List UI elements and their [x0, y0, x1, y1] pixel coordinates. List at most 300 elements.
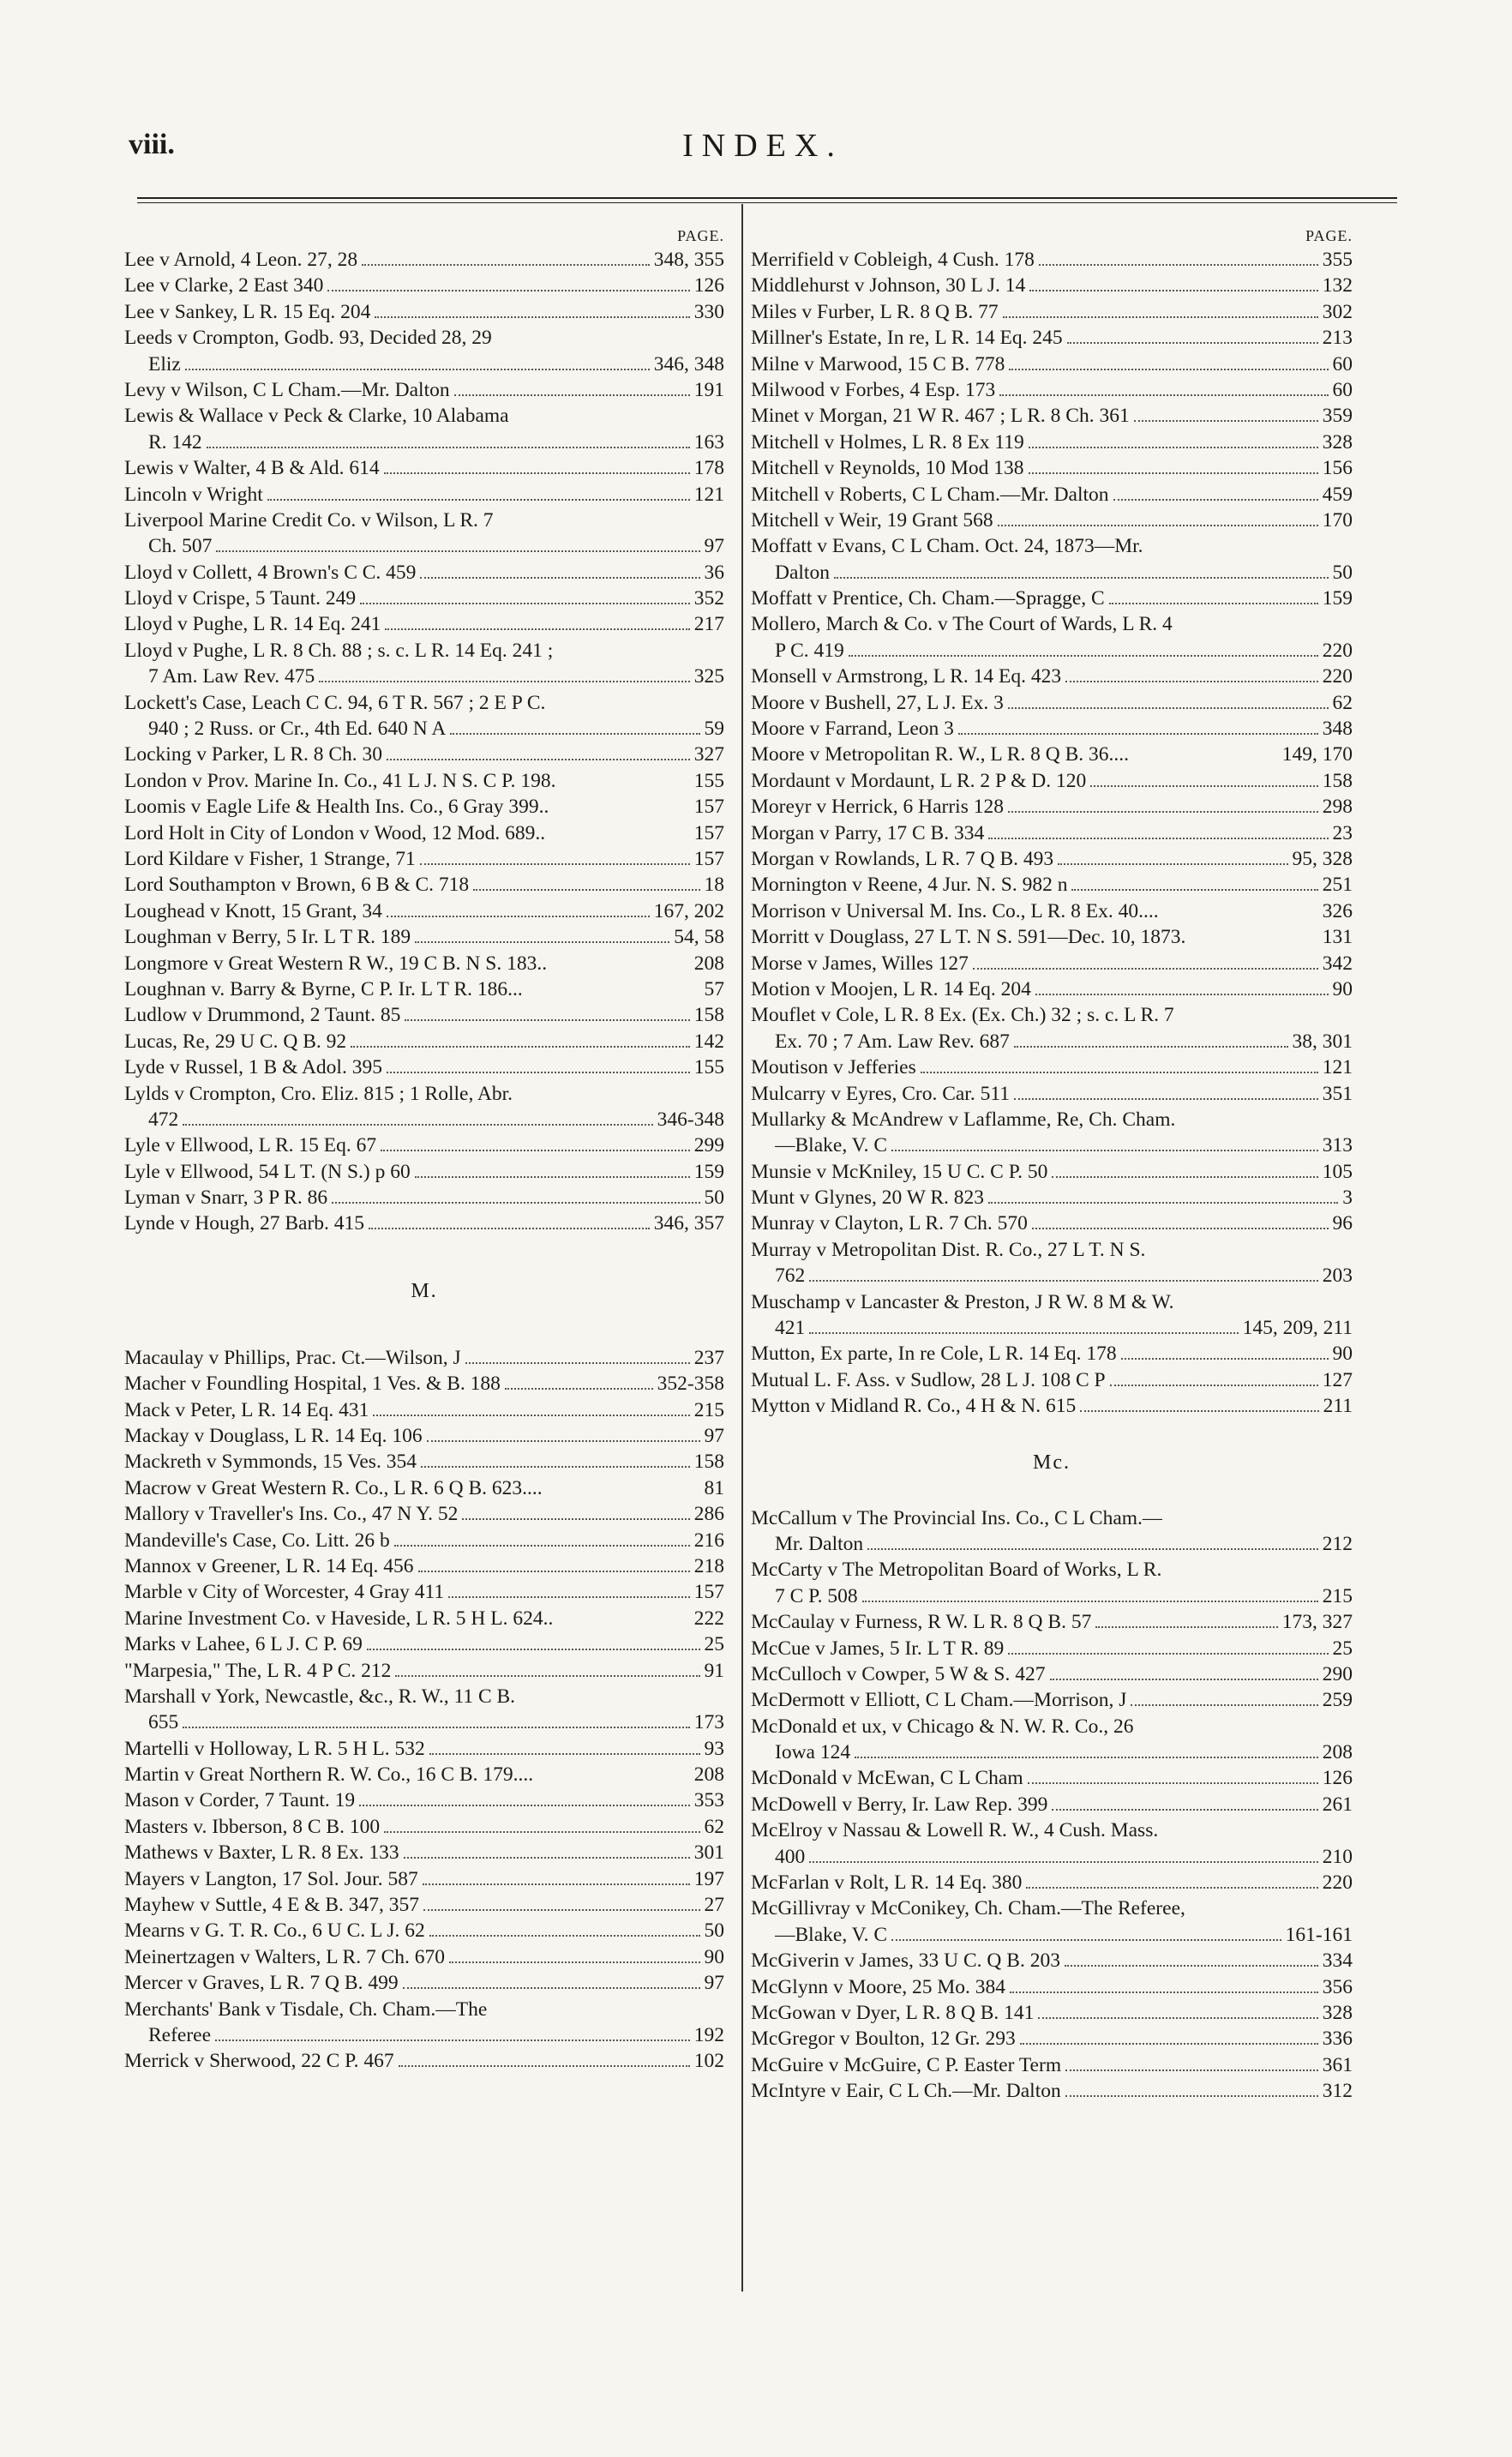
page-reference: 158 — [693, 1451, 724, 1474]
case-citation: Levy v Wilson, C L Cham.—Mr. Dalton — [124, 378, 450, 401]
dot-leader — [1058, 853, 1287, 865]
page-reference: 57 — [704, 977, 724, 1000]
page-reference: 359 — [1322, 405, 1353, 428]
index-entry — [751, 1367, 1353, 1393]
dot-leader — [462, 1508, 689, 1520]
dot-leader — [809, 1322, 1238, 1334]
case-citation: "Marpesia," The, L R. 4 P C. 212 — [124, 1659, 392, 1682]
case-citation: Mercer v Graves, L R. 7 Q B. 499 — [124, 1972, 399, 1995]
dot-leader — [351, 1036, 690, 1048]
dot-leader — [549, 829, 690, 839]
page-reference: 173 — [693, 1711, 724, 1734]
case-citation: McGuire v McGuire, C P. Easter Term — [751, 2053, 1062, 2076]
index-entry — [124, 1762, 724, 1787]
header-rule-thin — [137, 202, 1397, 203]
index-entry — [751, 664, 1353, 689]
case-citation: Lloyd v Pughe, L R. 14 Eq. 241 — [124, 613, 381, 636]
index-entry — [124, 1054, 724, 1080]
case-citation: 655 — [148, 1711, 179, 1734]
dot-leader — [1008, 697, 1329, 709]
index-entry — [751, 1714, 1353, 1739]
page-reference: 327 — [693, 743, 724, 766]
page-reference: 91 — [704, 1659, 724, 1682]
case-citation: Morse v James, Willes 127 — [751, 952, 969, 975]
page-reference: 203 — [1322, 1265, 1353, 1288]
page-reference: 90 — [1332, 1343, 1353, 1366]
page-reference: 27 — [704, 1894, 724, 1917]
case-citation: McFarlan v Rolt, L R. 14 Eq. 380 — [751, 1871, 1023, 1895]
case-citation: Middlehurst v Johnson, 30 L J. 14 — [751, 274, 1026, 297]
index-entry — [751, 351, 1353, 377]
dot-leader — [1095, 1616, 1277, 1628]
dot-leader — [367, 1638, 700, 1650]
dot-leader — [1026, 1877, 1317, 1889]
index-entry — [124, 951, 724, 976]
dot-leader — [1032, 1217, 1329, 1229]
dot-leader — [362, 254, 650, 266]
page-reference: 102 — [693, 2050, 724, 2073]
page-reference: 62 — [1332, 691, 1353, 714]
index-entry — [751, 2000, 1353, 2026]
index-entry — [124, 1475, 724, 1501]
index-entry — [751, 482, 1353, 508]
index-entry — [751, 1263, 1353, 1289]
case-citation: 7 C P. 508 — [775, 1584, 858, 1607]
page-reference: 59 — [704, 718, 724, 741]
dot-leader — [551, 959, 690, 970]
case-citation: Mason v Corder, 7 Taunt. 19 — [124, 1789, 356, 1812]
dot-leader — [1065, 1955, 1318, 1967]
case-citation: Morgan v Rowlands, L R. 7 Q B. 493 — [751, 847, 1054, 870]
section-heading-mc: Mc. — [1033, 1451, 1071, 1474]
page-reference: 90 — [1332, 977, 1353, 1000]
case-citation: Mandeville's Case, Co. Litt. 26 b — [124, 1529, 390, 1552]
case-citation: Ludlow v Drummond, 2 Taunt. 85 — [124, 1004, 401, 1027]
dot-leader — [369, 1217, 650, 1229]
index-entry — [124, 1736, 724, 1762]
column-divider — [741, 204, 743, 2292]
dot-leader — [1050, 1668, 1318, 1680]
case-citation: McGlynn v Moore, 25 Mo. 384 — [751, 1975, 1005, 1998]
case-citation: McElroy v Nassau & Lowell R. W., 4 Cush. Mass. — [751, 1819, 1159, 1842]
case-citation: Longmore v Great Western R W., 19 C B. N S. 183.. — [124, 952, 548, 975]
page-reference: 352-358 — [657, 1373, 724, 1396]
dot-leader — [891, 1929, 1281, 1941]
page-reference: 161-161 — [1285, 1923, 1353, 1946]
case-citation: Loughead v Knott, 15 Grant, 34 — [124, 899, 382, 922]
dot-leader — [1133, 750, 1278, 760]
page-reference: 50 — [704, 1919, 724, 1943]
page-reference: 54, 58 — [674, 926, 724, 949]
page-reference: 208 — [693, 952, 724, 975]
page-reference: 217 — [693, 613, 724, 636]
case-citation: Mordaunt v Mordaunt, L R. 2 P & D. 120 — [751, 769, 1087, 792]
dot-leader — [207, 436, 690, 448]
dot-leader — [1067, 332, 1318, 344]
index-entry — [751, 1870, 1353, 1895]
page-reference: 346-348 — [657, 1108, 724, 1131]
page-reference: 298 — [1322, 796, 1353, 819]
page-reference: 218 — [693, 1554, 724, 1577]
case-citation: McGowan v Dyer, L R. 8 Q B. 141 — [751, 2002, 1035, 2024]
index-entry — [124, 1944, 724, 1970]
case-citation: Mullarky & McAndrew v Laflamme, Re, Ch. Cham. — [751, 1108, 1176, 1131]
index-entry — [751, 2052, 1353, 2078]
case-citation: Iowa 124 — [775, 1741, 851, 1764]
case-citation: Miles v Furber, L R. 8 Q B. 77 — [751, 300, 999, 323]
index-entry — [751, 1609, 1353, 1635]
dot-leader — [1028, 1772, 1318, 1784]
case-citation: Moreyr v Herrick, 6 Harris 128 — [751, 796, 1004, 819]
page-reference: 62 — [704, 1815, 724, 1838]
case-citation: Loomis v Eagle Life & Health Ins. Co., 6 Gray 399.. — [124, 796, 549, 819]
index-entry — [124, 1528, 724, 1553]
page-reference: 290 — [1322, 1662, 1353, 1685]
index-entry — [751, 1505, 1353, 1531]
dot-leader — [1020, 2033, 1318, 2045]
dot-leader — [423, 1873, 690, 1885]
page-reference: 328 — [1322, 2002, 1353, 2024]
dot-leader — [183, 1114, 652, 1126]
case-citation: Locking v Parker, L R. 8 Ch. 30 — [124, 743, 383, 766]
case-citation: —Blake, V. C — [775, 1134, 888, 1157]
case-citation: McCallum v The Provincial Ins. Co., C L Cham.— — [751, 1506, 1163, 1529]
index-entry — [751, 273, 1353, 298]
index-entry — [124, 1002, 724, 1028]
index-entry — [751, 1159, 1353, 1185]
page-column-label: PAGE. — [677, 227, 724, 244]
dot-leader — [267, 489, 690, 501]
case-citation: McIntyre v Eair, C L Ch.—Mr. Dalton — [751, 2080, 1061, 2103]
index-entry — [751, 716, 1353, 742]
case-citation: Marine Investment Co. v Haveside, L R. 5 H L. 624.. — [124, 1607, 554, 1630]
index-entry — [124, 377, 724, 403]
index-entry — [751, 2078, 1353, 2104]
case-citation: Lynde v Hough, 27 Barb. 415 — [124, 1212, 365, 1235]
page-header — [129, 129, 1397, 180]
case-citation: Mornington v Reene, 4 Jur. N. S. 982 n — [751, 874, 1068, 897]
case-citation: Mallory v Traveller's Ins. Co., 47 N Y. 52 — [124, 1503, 459, 1526]
page-reference: 215 — [693, 1398, 724, 1421]
page-reference: 126 — [693, 274, 724, 297]
index-entry — [751, 1054, 1353, 1080]
page-number: viii. — [129, 129, 175, 160]
index-entry — [124, 299, 724, 325]
dot-leader — [1038, 2007, 1317, 2019]
case-citation: Martin v Great Northern R. W. Co., 16 C B. 179.... — [124, 1763, 534, 1787]
index-entry — [124, 924, 724, 950]
index-entry — [751, 1948, 1353, 1973]
page-reference: 157 — [693, 847, 724, 870]
dot-leader — [1065, 2059, 1318, 2071]
case-citation: Ex. 70 ; 7 Am. Law Rev. 687 — [775, 1030, 1010, 1053]
index-entry — [124, 586, 724, 611]
dot-leader — [809, 1851, 1318, 1863]
page-reference: 97 — [704, 1425, 724, 1448]
page-reference: 212 — [1322, 1532, 1353, 1555]
index-entry — [751, 1636, 1353, 1661]
index-entry — [124, 1840, 724, 1865]
dot-leader — [1035, 983, 1329, 995]
dot-leader — [1110, 1374, 1318, 1386]
index-entry — [751, 1792, 1353, 1817]
page-reference: 342 — [1322, 952, 1353, 975]
page-reference: 90 — [704, 1945, 724, 1968]
page-reference: 170 — [1322, 508, 1353, 532]
case-citation: Merrifield v Cobleigh, 4 Cush. 178 — [751, 249, 1035, 271]
index-entry — [124, 872, 724, 898]
case-citation: McGillivray v McConikey, Ch. Cham.—The Referee, — [751, 1897, 1185, 1920]
index-entry — [124, 1132, 724, 1158]
case-citation: Moore v Bushell, 27, L J. Ex. 3 — [751, 691, 1004, 714]
case-citation: Lyman v Snarr, 3 P R. 86 — [124, 1186, 328, 1210]
index-entry — [124, 1658, 724, 1684]
case-citation: London v Prov. Marine In. Co., 41 L J. N S. C P. 198. — [124, 769, 556, 792]
case-citation: Lyle v Ellwood, L R. 15 Eq. 67 — [124, 1134, 377, 1157]
case-citation: Morgan v Parry, 17 C B. 334 — [751, 821, 985, 844]
case-citation: 400 — [775, 1845, 806, 1868]
index-entry — [124, 716, 724, 742]
index-entry — [751, 299, 1353, 325]
page-reference: 25 — [1332, 1637, 1353, 1660]
case-citation: Muschamp v Lancaster & Preston, J R W. 8 M & W. — [751, 1290, 1174, 1313]
page-reference: 326 — [1322, 899, 1353, 922]
page-reference: 50 — [1332, 561, 1353, 584]
index-entry — [751, 586, 1353, 611]
case-citation: Morrison v Universal M. Ins. Co., L R. 8 Ex. 40.... — [751, 899, 1159, 922]
dot-leader — [381, 1139, 690, 1151]
page-reference: 3 — [1342, 1186, 1353, 1210]
index-section-mc — [751, 1505, 1353, 2105]
case-citation: Merrick v Sherwood, 22 C P. 467 — [124, 2050, 394, 2073]
case-citation: Lewis v Walter, 4 B & Ald. 614 — [124, 457, 380, 480]
index-entry — [751, 742, 1353, 767]
index-entry — [124, 1449, 724, 1475]
case-citation: Macaulay v Phillips, Prac. Ct.—Wilson, J — [124, 1346, 461, 1369]
case-citation: Lloyd v Pughe, L R. 8 Ch. 88 ; s. c. L R. 14 Eq. 241 ; — [124, 639, 554, 662]
index-entry — [751, 1765, 1353, 1791]
index-entry — [751, 794, 1353, 820]
index-entry — [751, 1341, 1353, 1367]
section-heading-m: M. — [411, 1279, 438, 1302]
index-entry — [751, 951, 1353, 976]
case-citation: Lee v Sankey, L R. 15 Eq. 204 — [124, 300, 371, 323]
index-entry — [124, 1501, 724, 1527]
page-reference: 208 — [693, 1763, 724, 1787]
page-reference: 149, 170 — [1281, 743, 1353, 766]
index-entry — [751, 1107, 1353, 1132]
case-citation: Mouflet v Cole, L R. 8 Ex. (Ex. Ch.) 32 ; s. c. L R. 7 — [751, 1004, 1174, 1027]
case-citation: McDowell v Berry, Ir. Law Rep. 399 — [751, 1793, 1048, 1816]
page-reference: 132 — [1322, 274, 1353, 297]
case-citation: Liverpool Marine Credit Co. v Wilson, L R. 7 — [124, 508, 494, 532]
index-entry — [751, 377, 1353, 403]
dot-leader — [1008, 801, 1318, 813]
page-reference: 127 — [1322, 1368, 1353, 1391]
case-citation: Mollero, March & Co. v The Court of Wards, L R. 4 — [751, 613, 1173, 636]
dot-leader — [185, 358, 650, 370]
page-reference: 23 — [1332, 821, 1353, 844]
dot-leader — [988, 1192, 1338, 1204]
case-citation: 7 Am. Law Rev. 475 — [148, 665, 315, 688]
case-citation: Dalton — [775, 561, 830, 584]
index-entry — [751, 1661, 1353, 1687]
case-citation: Martelli v Holloway, L R. 5 H L. 532 — [124, 1737, 425, 1760]
case-citation: Milwood v Forbes, 4 Esp. 173 — [751, 378, 996, 401]
case-citation: Mr. Dalton — [775, 1532, 864, 1555]
case-citation: Morritt v Douglass, 27 L T. N S. 591—Dec. 10, 1873. — [751, 926, 1186, 949]
page-reference: 220 — [1322, 665, 1353, 688]
index-entry — [751, 325, 1353, 351]
case-citation: 762 — [775, 1265, 806, 1288]
case-citation: Moore v Metropolitan R. W., L R. 8 Q B. 36.... — [751, 743, 1130, 766]
page-reference: 302 — [1322, 300, 1353, 323]
case-citation: McDermott v Elliott, C L Cham.—Morrison, J — [751, 1689, 1127, 1712]
index-entry — [751, 1739, 1353, 1765]
page-reference: 348, 355 — [653, 249, 724, 271]
index-entry — [124, 976, 724, 1002]
dot-leader — [403, 1977, 700, 1989]
case-citation: McCue v James, 5 Ir. L T R. 89 — [751, 1637, 1005, 1660]
page-reference: 210 — [1322, 1845, 1353, 1868]
index-entry — [751, 1557, 1353, 1583]
index-entry — [751, 508, 1353, 533]
index-entry — [124, 2048, 724, 2074]
index-entry — [751, 1289, 1353, 1315]
dot-leader — [1008, 1643, 1328, 1655]
page-reference: 211 — [1323, 1395, 1353, 1418]
case-citation: Lord Southampton v Brown, 6 B & C. 718 — [124, 874, 470, 897]
case-citation: Mutual L. F. Ass. v Sudlow, 28 L J. 108 C P — [751, 1368, 1106, 1391]
case-citation: Moffatt v Evans, C L Cham. Oct. 24, 1873—Mr. — [751, 535, 1143, 558]
case-citation: Moutison v Jefferies — [751, 1056, 916, 1079]
index-entry — [751, 1132, 1353, 1158]
index-entry — [124, 273, 724, 298]
index-entry — [751, 560, 1353, 586]
index-entry — [124, 351, 724, 377]
page-reference: 38, 301 — [1292, 1030, 1353, 1053]
dot-leader — [834, 567, 1329, 579]
page-reference: 18 — [704, 874, 724, 897]
dot-leader — [387, 748, 690, 760]
case-citation: 421 — [775, 1317, 806, 1340]
index-entry — [124, 455, 724, 481]
index-entry — [751, 1315, 1353, 1341]
page-reference: 155 — [693, 769, 724, 792]
dot-leader — [537, 1770, 690, 1781]
case-citation: Lee v Arnold, 4 Leon. 27, 28 — [124, 249, 358, 271]
index-entry — [751, 1002, 1353, 1028]
page-reference: 348 — [1322, 718, 1353, 741]
index-entry — [751, 1687, 1353, 1713]
index-entry — [124, 1918, 724, 1943]
index-entry — [124, 1892, 724, 1918]
dot-leader — [1190, 933, 1317, 943]
page-reference: 126 — [1322, 1767, 1353, 1790]
index-entry — [124, 768, 724, 794]
dot-leader — [809, 1270, 1318, 1282]
page-column-label: PAGE. — [1305, 227, 1353, 244]
page-reference: 459 — [1322, 483, 1353, 506]
index-entry — [124, 1631, 724, 1657]
case-citation: R. 142 — [148, 430, 202, 454]
page-reference: 157 — [693, 796, 724, 819]
page-reference: 157 — [693, 1581, 724, 1604]
index-entry — [751, 403, 1353, 429]
index-entry — [124, 1210, 724, 1236]
index-section-m-continued — [751, 247, 1353, 1420]
case-citation: Lincoln v Wright — [124, 483, 263, 506]
dot-leader — [1029, 279, 1317, 291]
case-citation: Mulcarry v Eyres, Cro. Car. 511 — [751, 1082, 1010, 1105]
dot-leader — [450, 723, 699, 735]
case-citation: Mayhew v Suttle, 4 E & B. 347, 357 — [124, 1894, 419, 1917]
case-citation: 472 — [148, 1108, 179, 1131]
page-reference: 142 — [693, 1030, 724, 1053]
dot-leader — [988, 827, 1328, 839]
page-reference: 167, 202 — [653, 899, 724, 922]
page-reference: 353 — [693, 1789, 724, 1812]
index-entry — [751, 247, 1353, 273]
case-citation: —Blake, V. C — [775, 1923, 888, 1946]
index-entry — [124, 742, 724, 767]
dot-leader — [1010, 1981, 1318, 1993]
index-entry — [124, 1866, 724, 1892]
page-reference: 222 — [693, 1607, 724, 1630]
page-reference: 346, 357 — [653, 1212, 724, 1235]
case-citation: Eliz — [148, 352, 181, 375]
page-reference: 355 — [1322, 249, 1353, 271]
case-citation: McGregor v Boulton, 12 Gr. 293 — [751, 2027, 1016, 2051]
case-citation: McDonald v McEwan, C L Cham — [751, 1767, 1023, 1790]
dot-leader — [1029, 436, 1318, 448]
dot-leader — [448, 1586, 690, 1598]
dot-leader — [427, 1430, 700, 1442]
page-reference: 159 — [1322, 587, 1353, 610]
case-citation: McCarty v The Metropolitan Board of Works, L R. — [751, 1559, 1162, 1582]
page-reference: 325 — [693, 665, 724, 688]
case-citation: Marble v City of Worcester, 4 Gray 411 — [124, 1581, 445, 1604]
dot-leader — [999, 384, 1328, 396]
right-column — [751, 225, 1353, 2105]
index-entry — [751, 1844, 1353, 1870]
page-reference: 237 — [693, 1346, 724, 1369]
index-entry — [124, 1423, 724, 1449]
page-reference: 251 — [1322, 874, 1353, 897]
index-entry — [124, 1029, 724, 1054]
dot-leader — [327, 279, 689, 291]
index-entry — [124, 533, 724, 559]
index-entry — [751, 924, 1353, 950]
dot-leader — [855, 1746, 1318, 1758]
index-entry — [124, 1159, 724, 1185]
case-citation: Referee — [148, 2024, 212, 2046]
dot-leader — [1065, 2085, 1318, 2097]
page-reference: 131 — [1322, 926, 1353, 949]
dot-leader — [1003, 306, 1318, 318]
dot-leader — [973, 958, 1318, 970]
index-entry — [751, 846, 1353, 872]
case-citation: P C. 419 — [775, 639, 844, 662]
dot-leader — [359, 1794, 690, 1806]
index-entry — [124, 1787, 724, 1813]
case-citation: Moffatt v Prentice, Ch. Cham.—Spragge, C — [751, 587, 1105, 610]
dot-leader — [420, 853, 690, 865]
page-reference: 301 — [693, 1841, 724, 1865]
dot-leader — [1029, 462, 1318, 474]
page-reference: 178 — [693, 457, 724, 480]
dot-leader — [527, 985, 700, 995]
